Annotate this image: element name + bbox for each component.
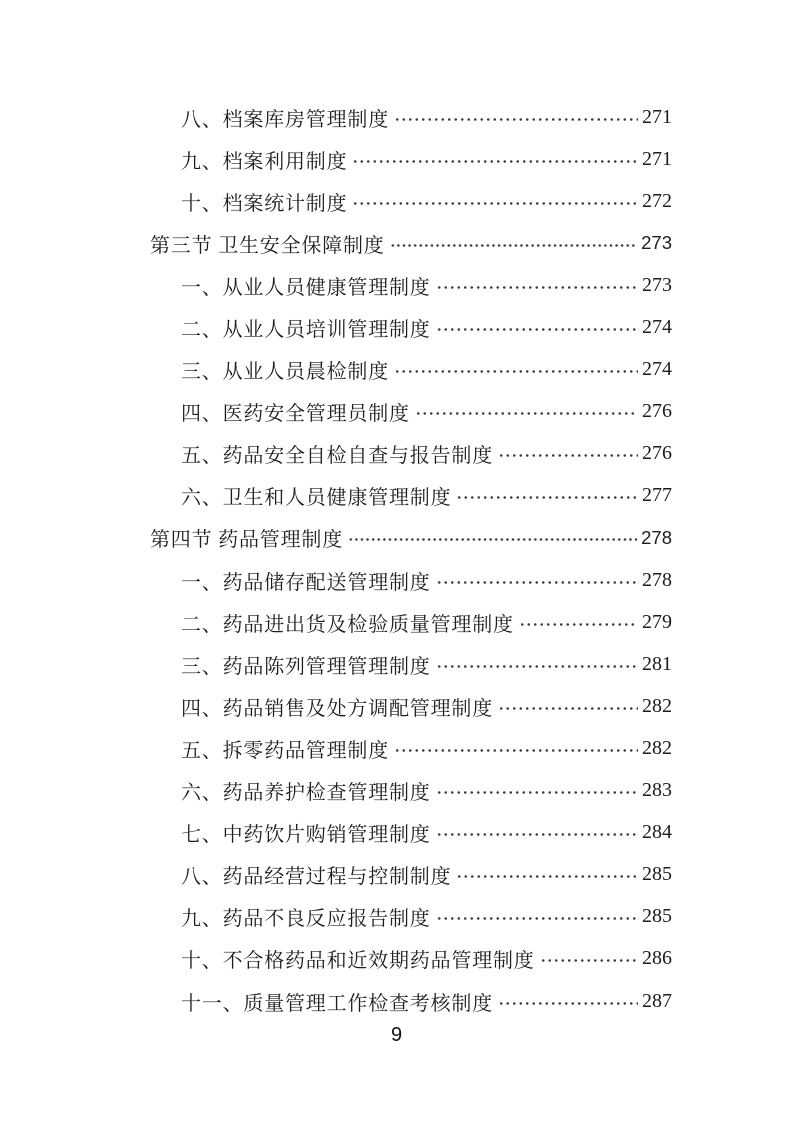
toc-entry-page-number: 278 — [641, 526, 672, 548]
toc-entry — [150, 306, 672, 348]
toc-entry-page-number: 279 — [642, 610, 672, 633]
toc-entry-page-number: 276 — [642, 442, 672, 465]
toc-entry-page-number: 281 — [642, 652, 672, 675]
toc-entry-title: 二、药品进出货及检验质量管理制度 — [181, 613, 514, 636]
toc-entry-page-number: 283 — [642, 779, 672, 802]
toc-entry — [150, 391, 672, 433]
toc-entry — [150, 854, 672, 896]
toc-entry — [150, 685, 672, 727]
toc-entry-title: 二、从业人员培训管理制度 — [181, 319, 431, 342]
dot-leader — [436, 264, 638, 306]
dot-leader — [394, 349, 638, 391]
toc-entry-page-number: 277 — [642, 484, 672, 507]
toc-entry-title: 八、药品经营过程与控制制度 — [181, 866, 452, 889]
toc-entry — [150, 643, 672, 685]
toc-entry — [150, 180, 672, 222]
toc-entry-page-number: 285 — [642, 905, 672, 928]
toc-entry-title: 十、档案统计制度 — [181, 192, 348, 215]
toc-entry-title: 一、药品储存配送管理制度 — [181, 571, 431, 594]
toc-entry — [150, 896, 672, 938]
toc-entry-page-number: 287 — [642, 989, 672, 1012]
toc-entry-title: 第四节 药品管理制度 — [150, 529, 343, 552]
toc-entry — [150, 938, 672, 980]
toc-entry-page-number: 273 — [641, 232, 672, 254]
dot-leader — [436, 812, 638, 854]
toc-entry-page-number: 271 — [642, 147, 672, 170]
toc-entry-page-number: 282 — [642, 736, 672, 759]
footer-page-number: 9 — [390, 1024, 403, 1046]
dot-leader — [456, 475, 638, 517]
toc-entry-title: 三、药品陈列管理管理制度 — [181, 655, 431, 678]
dot-leader — [436, 770, 638, 812]
toc-entry — [150, 264, 672, 306]
toc-entry — [150, 559, 672, 601]
toc-entry-page-number: 271 — [642, 105, 672, 128]
toc-entry-title: 六、卫生和人员健康管理制度 — [181, 487, 452, 510]
toc-entry-page-number: 276 — [642, 400, 672, 423]
toc-entry — [150, 475, 672, 517]
toc-entry — [150, 138, 672, 180]
toc-entry-title: 八、档案库房管理制度 — [181, 108, 389, 131]
toc-entry-title: 四、医药安全管理员制度 — [181, 403, 410, 426]
dot-leader — [498, 433, 638, 475]
toc-entry-title: 六、药品养护检查管理制度 — [181, 782, 431, 805]
toc-entry-page-number: 273 — [642, 273, 672, 296]
dot-leader — [436, 559, 638, 601]
dot-leader — [540, 938, 638, 980]
dot-leader — [390, 222, 638, 264]
dot-leader — [498, 980, 638, 1022]
toc-entry-page-number: 274 — [642, 358, 672, 381]
toc-entry — [150, 433, 672, 475]
toc-entry — [150, 980, 672, 1022]
toc-entry-title: 五、药品安全自检自查与报告制度 — [181, 445, 493, 468]
toc-entry-page-number: 278 — [642, 568, 672, 591]
dot-leader — [348, 517, 637, 559]
toc-entry-page-number: 272 — [642, 189, 672, 212]
toc-entry-page-number: 285 — [642, 863, 672, 886]
toc-entry-title: 七、中药饮片购销管理制度 — [181, 824, 431, 847]
toc-entry — [150, 727, 672, 769]
dot-leader — [352, 180, 638, 222]
toc-entry — [150, 517, 672, 559]
page-footer — [0, 1024, 793, 1047]
dot-leader — [436, 306, 638, 348]
toc-entry-page-number: 282 — [642, 694, 672, 717]
toc-entry-title: 九、档案利用制度 — [181, 150, 348, 173]
dot-leader — [436, 896, 638, 938]
table-of-contents — [150, 96, 672, 1022]
dot-leader — [519, 601, 638, 643]
toc-entry-title: 第三节 卫生安全保障制度 — [150, 234, 385, 257]
toc-entry — [150, 222, 672, 264]
toc-entry-title: 一、从业人员健康管理制度 — [181, 276, 431, 299]
dot-leader — [394, 96, 638, 138]
toc-entry-title: 九、药品不良反应报告制度 — [181, 908, 431, 931]
toc-entry — [150, 96, 672, 138]
toc-entry — [150, 770, 672, 812]
dot-leader — [456, 854, 638, 896]
toc-entry-page-number: 284 — [642, 821, 672, 844]
toc-entry — [150, 601, 672, 643]
toc-entry-title: 五、拆零药品管理制度 — [181, 739, 389, 762]
dot-leader — [436, 643, 638, 685]
toc-entry-title: 三、从业人员晨检制度 — [181, 361, 389, 384]
toc-entry-page-number: 274 — [642, 316, 672, 339]
toc-entry-title: 四、药品销售及处方调配管理制度 — [181, 697, 493, 720]
toc-entry — [150, 349, 672, 391]
dot-leader — [415, 391, 638, 433]
toc-entry-page-number: 286 — [642, 947, 672, 970]
dot-leader — [352, 138, 638, 180]
toc-entry-title: 十一、质量管理工作检查考核制度 — [181, 992, 493, 1015]
dot-leader — [498, 685, 638, 727]
dot-leader — [394, 727, 638, 769]
toc-entry — [150, 812, 672, 854]
toc-entry-title: 十、不合格药品和近效期药品管理制度 — [181, 950, 535, 973]
